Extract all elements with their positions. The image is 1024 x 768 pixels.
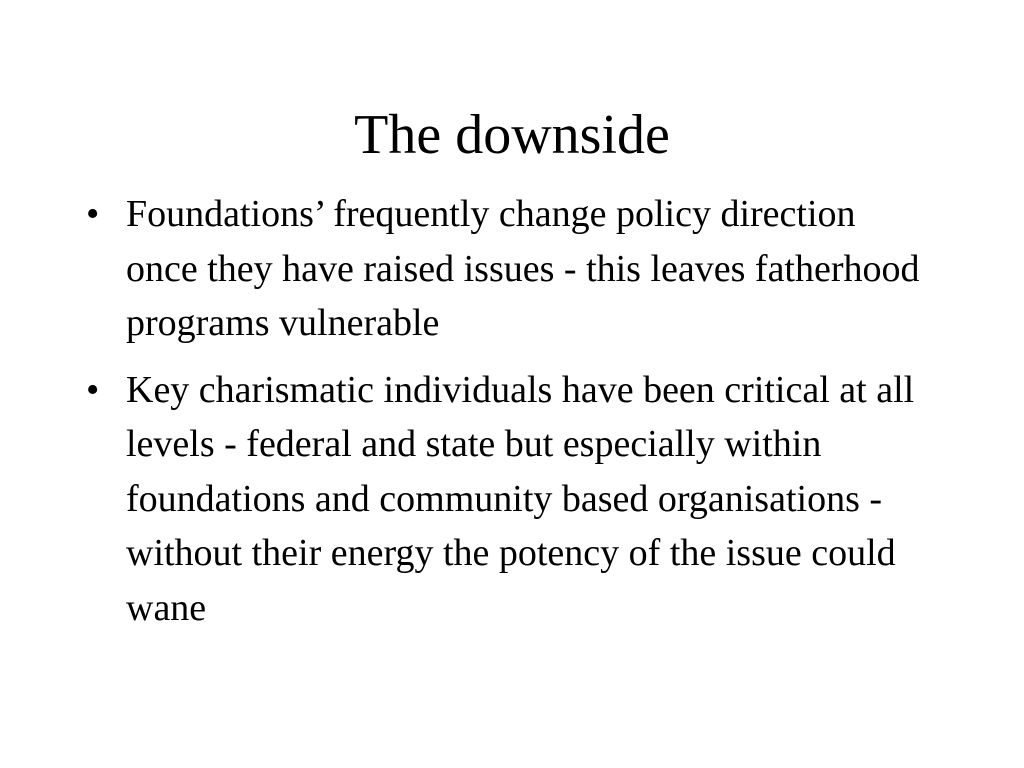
slide-title: The downside (354, 104, 670, 166)
bullet-item (80, 363, 930, 636)
bullet-marker: • (86, 193, 100, 235)
bullet-item (80, 187, 930, 351)
bullet-list (80, 187, 930, 647)
bullet-marker: • (86, 368, 100, 411)
bullet-text: Key charismatic individuals have been critical at all levels - federal and state but especially within foundations and community based organisations - without their energy the potency of the issue could wane (126, 368, 915, 629)
bullet-text: Foundations’ frequently change policy direction once they have raised issues - this leaves fatherhood programs vulnerable (126, 193, 920, 344)
